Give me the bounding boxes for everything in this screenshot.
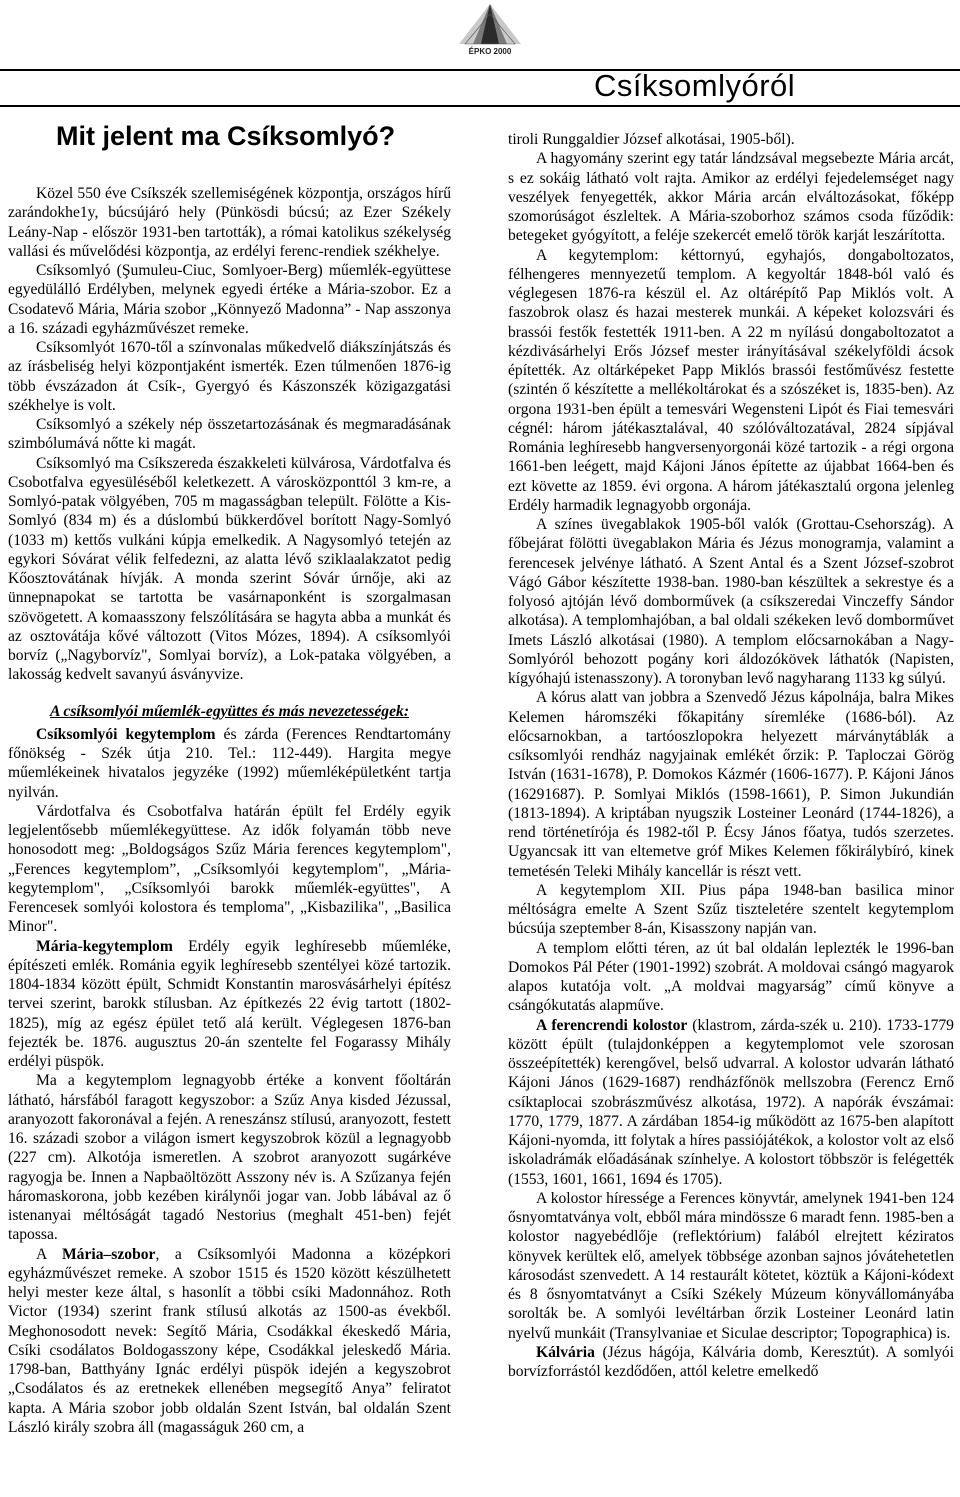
bold-term: Mária-kegytemplom [36, 937, 173, 955]
paragraph: A templom előtti téren, az út bal oldalán leplezték le 1996-ban Domokos Pál Péter (1901-1992) szobrát. A moldovai csángó magyarok alapos kutatója volt. „A moldvai magyarság” című könyve a csángókutatás alapműve. [508, 939, 954, 1015]
paragraph: A kegytemplom XII. Pius pápa 1948-ban basilica minor méltóságra emelte A Szent Szűz tiszteletére szentelt kegytemplom búcsúja szeptember 8-án, Kisasszony napján van. [508, 881, 954, 938]
left-column [8, 184, 451, 1437]
paragraph-text: , a Csíksomlyói Madonna a középkori egyházművészet remeke. A szobor 1515 és 1520 között készülhetett helyi mester keze által, s hasonlít a többi csíki Madonnához. Roth Victor (1934) szerint frank stílusú alkotás az 1500-as évekből. Meghonosodott nevek: Segítő Mária, Csodákkal ékeskedő Mária, Csíki csodálatos Boldogasszony képe, Csodákkal jeleskedő Mária. 1798-ban, Batthyány Ignác erdélyi püspök idején a kegyszobrot „Csodálatos és az eretnekek ellenében megsegítő Anya” feliratot kapta. A Mária szobor jobb oldalán Szent István, bal oldalán Szent László király szobra áll (magasságuk 260 cm, a [8, 1245, 451, 1436]
section-subheading: A csíksomlyói műemlék-együttes és más nevezetességek: [49, 702, 410, 720]
paragraph: Csíksomlyó ma Csíkszereda északkeleti külvárosa, Várdotfalva és Csobotfalva egyesüléséből keletkezett. A városközponttól 3 km-re, a Somlyó-patak völgyében, 705 m magasságban települt. Fölötte a Kis-Somlyó (834 m) és a dúslombú bükkerdővel borított Nagy-Somlyó (1033 m) kettős vulkáni kúpja emelkedik. A Nagysomlyó tetején az egykori Sóvárat vélik felfedezni, az alatta lévő sziklaalakzatot pedig Kőosztovátának hívják. A monda szerint Sóvár úrnője, aki az ünnepnapokat se tartotta be vasárnaponként is szorgalmasan szövögetett. A komaasszony felszólítására se hagyta abba a munkát és az osztovátája kővé változott (Vitos Mózes, 1894). A csíksomlyói borvíz („Nagyborvíz", Somlyai borvíz), a Lok-pataka völgyében, a lakosság kedvelt savanyú ásványvize. [8, 454, 451, 684]
banner-bottom-rule [0, 105, 960, 107]
paragraph [508, 1016, 954, 1189]
bold-term: Mária–szobor [61, 1245, 156, 1263]
paragraph-text: Erdély egyik leghíresebb műemléke, építészeti emlék. Románia egyik leghíresebb szentélyei közé tartozik. 1804-1834 között épült, Schmidt Konstantin marosvásárhelyi építész tervei szerint, barokk stílusban. Az építkezés 22 évig tartott (1802-1825), míg az egész épület tető alá került. Véglegesen 1876-ban fejezték be. 1876. augusztus 20-án szentelte fel Fogarassy Mihály erdélyi püspök. [8, 937, 451, 1070]
paragraph: A kolostor híressége a Ferences könyvtár, amelynek 1941-ben 124 ősnyomtatványa volt, ebből mára mindössze 6 maradt fenn. 1985-ben a kolostor nagyebédlője (reflektórium) falából elrejtett kéziratos könyvek kerültek elő, amelyek többsége azonban sajnos jóvátehetetlen károsodást szenvedett. A 14 restaurált kötetet, köztük a Kájoni-kódext és 8 ősnyomtatványt a Csíki Székely Múzeum könyvállományába sorolták be. A somlyói levéltárban őrzik Losteiner Leonárd latin nyelvű munkáit (Transylvaniae et Siculae descriptor; Topographica) is. [508, 1189, 954, 1342]
paragraph: tiroli Runggaldier József alkotásai, 1905-ből). [508, 131, 795, 148]
paragraph: Csíksomlyót 1670-től a színvonalas műkedvelő diákszínjátszás és az írásbeliség helyi központjaként ismerték. Ezen túlmenően 1876-ig több évszázadon át Csík-, Gyergyó és Kászonszék közigazgatási székhelye is volt. [8, 339, 451, 414]
page-heading: Mit jelent ma Csíksomlyó? [56, 121, 396, 151]
paragraph-text: és zárda (Ferences Rendtartomány főnökség - Szék útja 210. Tel.: 112-449). Hargita megye műemlékeinek hivatalos jegyzéke (1992) műemléképületként tartja nyilván. [8, 725, 451, 801]
paragraph [8, 725, 451, 802]
paragraph: Csíksomlyó a székely nép összetartozásának és megmaradásának szimbólumává nőtte ki magát. [8, 416, 451, 453]
banner-title: Csíksomlyóról [594, 68, 796, 103]
paragraph: Csíksomlyó (Şumuleu-Ciuc, Somlyoer-Berg) műemlék-együttese egyedülálló Erdélyben, melynek egyedi értéke a Mária-szobor. Ez a Csodatevő Mária, Mária szobor „Könnyező Madonna” - Nap asszonya a 16. századi egyházművészet remeke. [8, 262, 451, 337]
banner-top-rule [0, 69, 960, 71]
paragraph: Ma a kegytemplom legnagyobb értéke a konvent főoltárán látható, hársfából faragott kegyszobor: a Szűz Anya kisded Jézussal, aranyozott fakoronával a fején. A reneszánsz stílusú, aranyozott, festett 16. századi szobor a világon ismert kegyszobrok közül a legnagyobb (227 cm). Alkotója ismeretlen. A szobrot aranyozott sugárkéve ragyogja be. Innen a Napbaöltözött Asszony név is. A Szűzanya fején háromaskorona, jobb kezében királynői jogar van. Jobb lábával az ő istenanyai méltóságát tagadó Nestorius (meghalt 451-ben) fejét tapossa. [8, 1072, 451, 1244]
paragraph: A színes üvegablakok 1905-ből valók (Grottau-Csehország). A főbejárat fölötti üvegablakon Mária és Jézus monogramja, valamint a ferencesek jelvénye látható. A Szent Antal és a Szent József-szobrot Vágó Gábor készítette 1938-ban. 1980-ban készültek a sekrestye és a folyosó ajtóján lévő domborművek (a csíkszeredai Vinczeffy Sándor alkotása). A templomhajóban, a bal oldali székeken levő domborművet Imets László alkotásai (1980). A templom előcsarnokában a Nagy-Somlyóról behozott pogány kori áldozókövek láthatók (Napisten, kígyóhajú istenasszony). A toronyban levő nagyharang 1133 kg súlyú. [508, 516, 954, 687]
paragraph-text: (klastrom, zárda-szék u. 210). 1733-1779 között épült (tulajdonképpen a kegytemplomot vele szorosan összeépítették) kerengővel, belső udvarral. A kolostor udvarán látható Kájoni János (1629-1687) rendházfőnök mellszobra (Ferencz Ernő csíktaplocai szobrászművész alkotása, 1972). A napórák évszámai: 1770, 1779, 1877. A zárdában 1854-ig működött az 1675-ben alapított Kájoni-nyomda, itt folytak a híres passiójátékok, a kolostor volt az első iskoladrámák előadásának színhelye. A kolostort többször is felégették (1553, 1601, 1661, 1694 és 1705). [508, 1016, 954, 1188]
paragraph: Várdotfalva és Csobotfalva határán épült fel Erdély egyik legjelentősebb műemlékegyüttese. Az idők folyamán több neve honosodott meg: „Boldogságos Szűz Mária ferences kegytemplom", „Ferences kegytemplom”, „Csíksomlyói kegytemplom", „Mária-kegytemplom", „Csíksomlyói barokk műemlék-együttes", A Ferencesek somlyói kolostora és temploma", „Kisbazilika", „Basilica Minor". [8, 802, 451, 936]
bold-term: A ferencrendi kolostor [536, 1016, 688, 1034]
bold-term: Kálvária [536, 1343, 595, 1361]
paragraph [8, 937, 451, 1072]
paragraph [508, 1343, 954, 1382]
paragraph [8, 1245, 451, 1438]
logo-label: ÉPKO 2000 [468, 47, 512, 56]
paragraph-text: A [36, 1245, 62, 1263]
paragraph: A kórus alatt van jobbra a Szenvedő Jézus kápolnája, balra Mikes Kelemen háromszéki főkapitány síremléke (1686-ból). Az előcsarnokban, a tartóoszlopokra helyezett márványtáblák a csíksomlyói rendház nagyjainak emlékét őrzik: P. Taploczai Görög István (1631-1678), P. Domokos Kázmér (1606-1677). P. Kájoni János (16291687). P. Somlyai Miklós (1598-1661), P. Simon Jukundián (1813-1894). A kriptában nyugszik Losteiner Leonárd (1744-1826), a rend történetírója és 1982-től P. Écsy János főatya, tudós szerzetes. Ugyancsak itt van eltemetve gróf Mikes Kelemen főkirálybíró, kinek temetésén Teleki Mihály kancellár is részt vett. [508, 689, 954, 880]
right-column [508, 130, 954, 1381]
bold-term: Csíksomlyói kegytemplom [36, 725, 216, 743]
paragraph: A kegytemplom: kéttornyú, egyhajós, dongaboltozatos, félhengeres mennyezetű templom. A kegyoltár 1848-ból való és véglegesen 1876-ra készül el. Az oltárépítő Pap Miklós volt. A faszobrok olasz és hazai mesterek munkái. A képeket kolozsvári és brassói festők festették 1911-ben. A 22 m nyílású dongaboltozatot a kézdivásárhelyi Erős József mester irányításával székelyföldi ácsok építették. Az oltárképeket Papp Miklós brassói festőművész festette (szintén ő készítette a mellékoltárokat és a szószéket is, 1835-ben). Az orgona 1931-ben épült a temesvári Wegensteni Lipót és Fiai temesvári cégnél: három játékasztalával, 40 szólóváltozatával, 2824 sípjával Románia leghíresebb hangversenyorgonái közé tartozik - a régi orgona 1661-ben leégett, majd Kájoni János építette az újabbat 1664-ben és ezt követte az 1859. évi orgona. A három játékasztalú orgona jelenleg Erdély harmadik legnagyobb orgonája. [508, 246, 954, 514]
paragraph: Közel 550 éve Csíkszék szellemiségének központja, országos hírű zarándokhe1y, búcsújáró hely (Pünkösdi búcsú; az Ezer Székely Leány-Nap - először 1931-ben tartották), a római katolikus székelység vallási és művelődési központja, az erdélyi ferenc-rendiek székhelye. [8, 185, 451, 260]
paragraph-text: (Jézus hágója, Kálvária domb, Keresztút). A somlyói borvízforrástól kezdődően, attól keletre emelkedő [508, 1343, 954, 1380]
paragraph: A hagyomány szerint egy tatár lándzsával megsebezte Mária arcát, s ez sokáig látható volt rajta. Amikor az erdélyi fejedelemséget nagy veszélyek fenyegették, akkor Mária arcán elváltozásokat, főképp szomorúságot észleltek. A Mária-szoborhoz számos csoda fűződik: betegeket gyógyított, a feléje szekercét emelő török karját leszárította. [508, 150, 954, 245]
